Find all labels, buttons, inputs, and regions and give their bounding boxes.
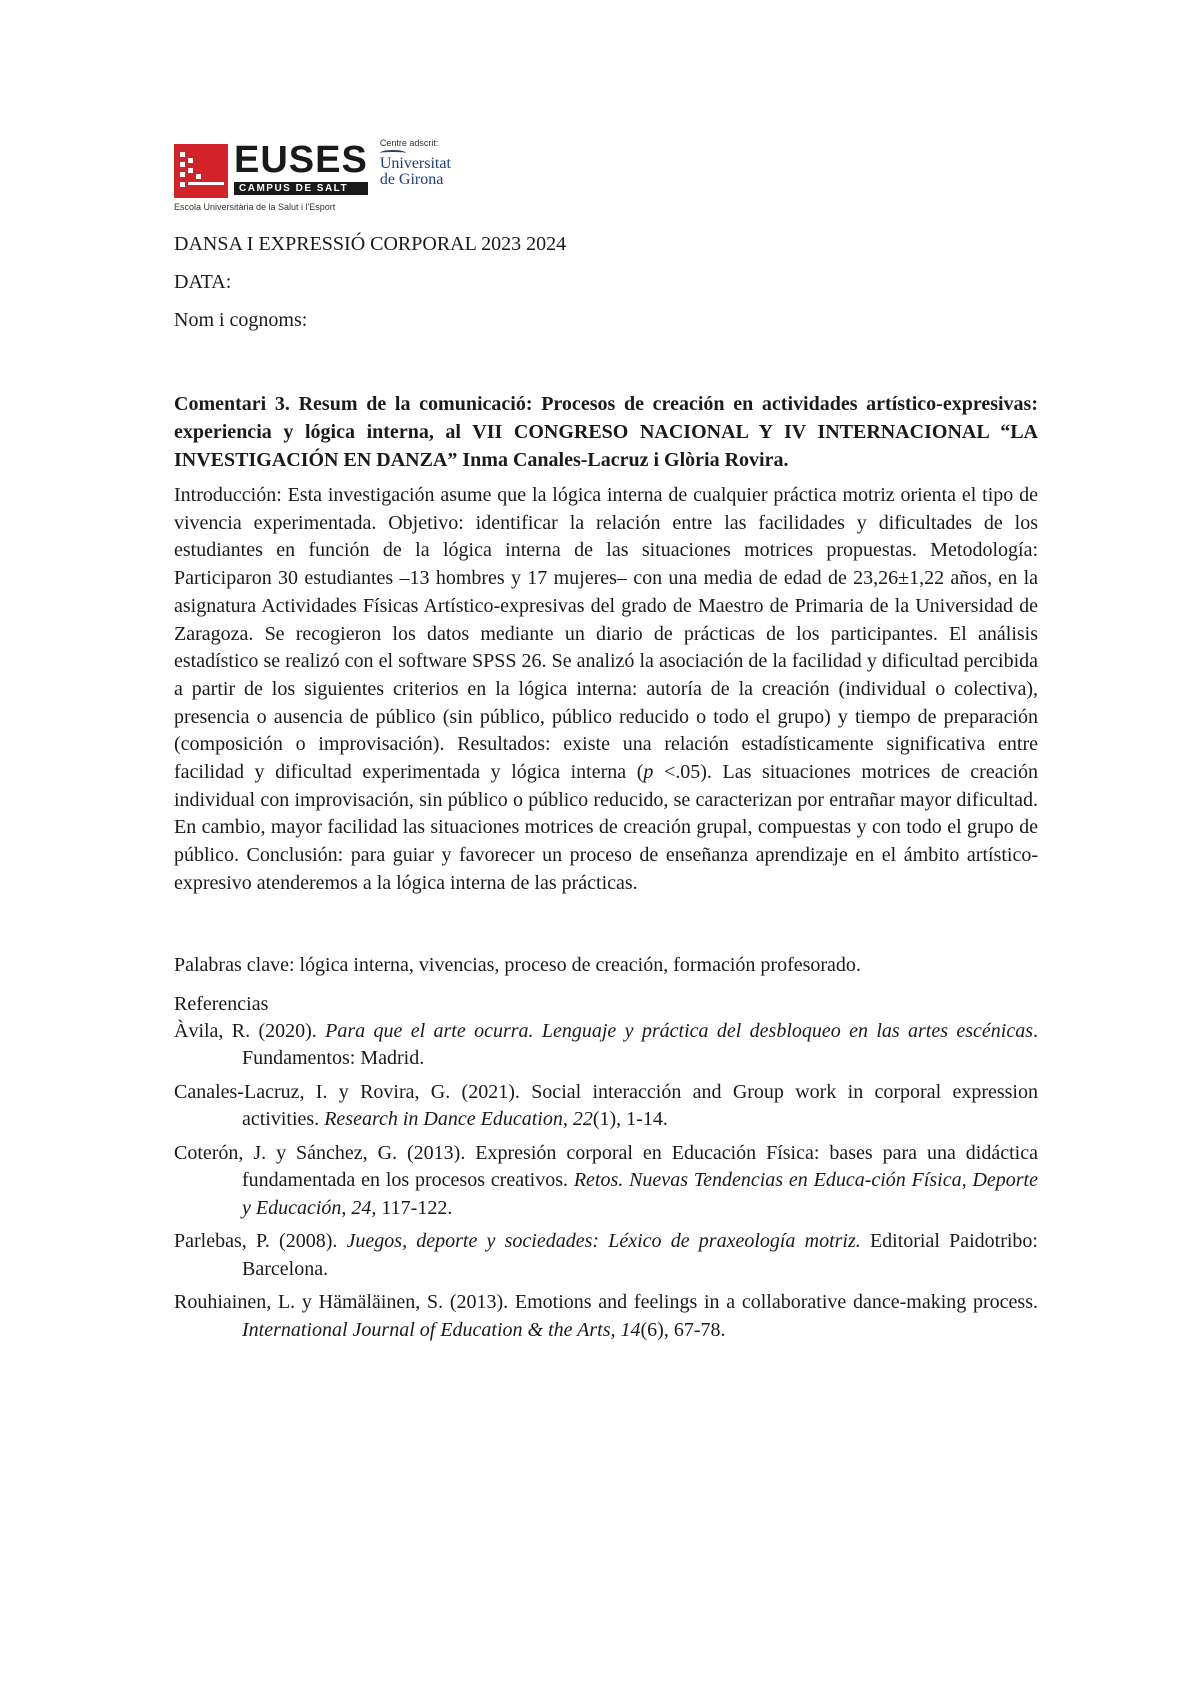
logo-adscrit: Centre adscrit: — [379, 138, 439, 148]
references-title: Referencias — [174, 992, 269, 1015]
reference-details: Editorial Paidotribo: Barcelona. — [242, 1230, 1038, 1280]
university-logo — [380, 138, 451, 188]
abstract-text-part2: <.05). Las situaciones motrices de creación individual con improvisación, sin público o público reducido, se caracterizan por entrañar mayor dificultad. En cambio, mayor facilidad las situaciones motrices de creación grupal, compuestas y con todo el grupo de público. Conclusión: para guiar y favorecer un proceso de enseñanza aprendizaje en el ámbito artístico-expresivo atenderemos a la lógica interna de las prácticas. — [174, 761, 1039, 894]
reference-details: . Fundamentos: Madrid. — [242, 1019, 1039, 1070]
reference-title: International Journal of Education & the Arts, 14 — [242, 1318, 641, 1341]
comment-heading: Comentari 3. Resum de la comunicació: Procesos de creación en actividades artístico-expresivas: experiencia y lógica interna, al VII CONGRESO NACIONAL Y IV INTERNACIONAL “LA INVESTIGACIÓN EN DANZA” Inma Canales-Lacruz i Glòria Rovira. — [174, 393, 1038, 471]
reference-details: (6), 67-78. — [640, 1318, 726, 1341]
reference-authors: Rouhiainen, L. y Hämäläinen, S. (2013). Emotions and feelings in a collaborative dance-making process. — [174, 1291, 1038, 1314]
reference-authors: Canales-Lacruz, I. y Rovira, G. (2021). Social interacción and Group work in corporal expression activities. — [174, 1080, 1038, 1131]
reference-details: (1), 1-14. — [592, 1108, 668, 1131]
university-name-line2: de Girona — [379, 171, 444, 188]
abstract-text-part1: Introducción: Esta investigación asume que la lógica interna de cualquier práctica motriz orienta el tipo de vivencia experimentada. Objetivo: identificar la relación entre las facilidades y dificultades de los estudiantes en función de la lógica interna de las situaciones motrices propuestas. Metodología: Participaron 30 estudiantes –13 hombres y 17 mujeres– con una media de edad de 23,26±1,22 años, en la asignatura Actividades Físicas Artístico-expresivas del grado de Maestro de Primaria de la Universidad de Zaragoza. Se recogieron los datos mediante un diario de prácticas de los participantes. El análisis estadístico se realizó con el software SPSS 26. Se analizó la asociación de la facilidad y dificultad percibida a partir de los siguientes criterios en la lógica interna: autoría de la creación (individual o colectiva), presencia o ausencia de público (sin público, público reducido o todo el grupo) y tiempo de preparación (composición o improvisación). Resultados: existe una relación estadísticamente significativa entre facilidad y dificultad experimentada y lógica interna ( — [174, 484, 1038, 784]
abstract-p-value: p — [643, 761, 654, 784]
reference-title: Juegos, deporte y sociedades: Léxico de praxeología motriz. — [346, 1230, 861, 1253]
reference-item — [174, 1228, 1038, 1283]
reference-authors: Coterón, J. y Sánchez, G. (2013). Expresión corporal en Educación Física: bases para una didáctica fundamentada en los procesos creativos. — [174, 1141, 1038, 1192]
logo-campus: CAMPUS DE SALT — [234, 182, 368, 195]
name-label: Nom i cognoms: — [174, 309, 308, 331]
university-name-line1: Universitat — [379, 155, 451, 172]
reference-item — [174, 1140, 1038, 1223]
logo-caption: Escola Universitària de la Salut i l'Esport — [174, 202, 336, 212]
euses-logo-mark-icon — [174, 144, 228, 198]
reference-item — [174, 1018, 1038, 1073]
reference-title: Research in Dance Education, 22 — [324, 1108, 593, 1131]
institution-logo — [174, 140, 1038, 232]
reference-authors: Parlebas, P. (2008). — [174, 1230, 347, 1253]
reference-title: Para que el arte ocurra. Lenguaje y práctica del desbloqueo en las artes escénicas — [325, 1019, 1034, 1042]
reference-title: Retos. Nuevas Tendencias en Educa-ción Física, Deporte y Educación, 24, — [242, 1169, 1038, 1219]
references-list — [174, 1018, 1038, 1345]
reference-item — [174, 1079, 1038, 1134]
reference-authors: Àvila, R. (2020). — [174, 1019, 326, 1042]
keywords-line: Palabras clave: lógica interna, vivencias, proceso de creación, formación profesorado. — [174, 953, 861, 976]
logo-brand: EUSES — [234, 139, 368, 181]
abstract-paragraph — [174, 482, 1038, 898]
reference-details: 117-122. — [376, 1196, 453, 1219]
document-content — [174, 140, 1038, 1350]
course-title: DANSA I EXPRESSIÓ CORPORAL 2023 2024 — [174, 233, 567, 255]
date-label: DATA: — [174, 271, 232, 293]
reference-item — [174, 1289, 1038, 1344]
